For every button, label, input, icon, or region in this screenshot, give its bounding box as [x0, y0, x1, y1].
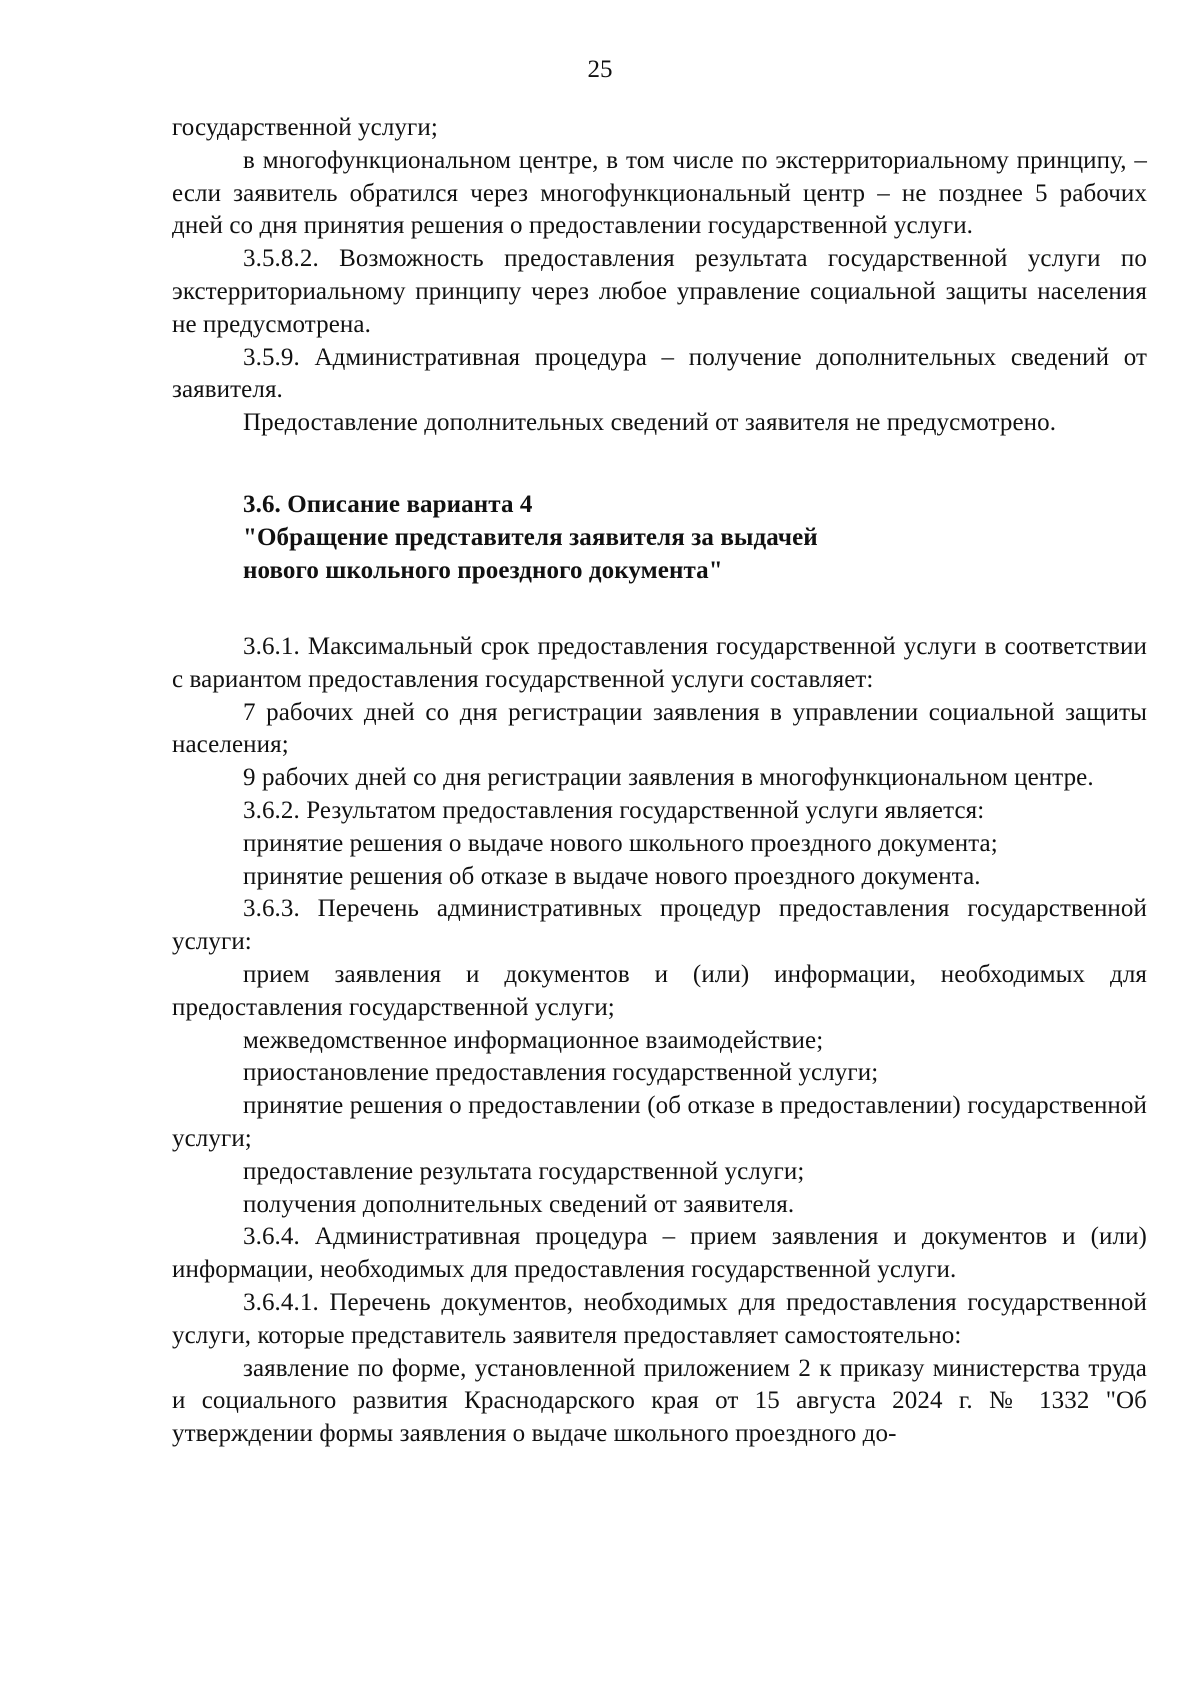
paragraph: прием заявления и документов и (или) информации, необходимых для предоставления государственной услуги;: [172, 960, 1147, 1021]
paragraph: государственной услуги;: [172, 114, 438, 141]
paragraph: 3.5.9. Административная процедура – получение дополнительных сведений от заявителя.: [172, 343, 1147, 404]
document-body: [172, 112, 1147, 1451]
page-number: 25: [587, 56, 613, 83]
paragraph: принятие решения об отказе в выдаче нового проездного документа.: [243, 862, 981, 890]
paragraph: 7 рабочих дней со дня регистрации заявления в управлении социальной защиты населения;: [172, 698, 1147, 759]
paragraph: 3.6.1. Максимальный срок предоставления государственной услуги в соответствии с вариантом предоставления государственной услуги составляет:: [172, 632, 1147, 693]
section-heading: [172, 488, 1147, 587]
paragraph: 9 рабочих дней со дня регистрации заявления в многофункциональном центре.: [243, 764, 1094, 792]
paragraph: 3.6.4.1. Перечень документов, необходимых для предоставления государственной услуги, которые представитель заявителя предоставляет самостоятельно:: [172, 1288, 1147, 1349]
paragraph: предоставление результата государственной услуги;: [243, 1157, 805, 1185]
paragraph: 3.6.2. Результатом предоставления государственной услуги является:: [243, 796, 985, 824]
paragraph: 3.5.8.2. Возможность предоставления результата государственной услуги по экстерриториальному принципу через любое управление социальной защиты населения не предусмотрена.: [172, 245, 1147, 338]
paragraph: принятие решения о предоставлении (об отказе в предоставлении) государственной услуги;: [172, 1092, 1147, 1152]
section-heading-line: 3.6. Описание варианта 4: [243, 490, 533, 518]
section-heading-line: нового школьного проездного документа": [243, 556, 723, 584]
paragraph: 3.6.3. Перечень административных процедур предоставления государственной услуги:: [172, 895, 1147, 956]
paragraphs-before: [172, 112, 1147, 440]
paragraph: межведомственное информационное взаимодействие;: [243, 1026, 824, 1054]
paragraphs-after: [172, 631, 1147, 1451]
paragraph: Предоставление дополнительных сведений от заявителя не предусмотрено.: [243, 409, 1057, 437]
paragraph: 3.6.4. Административная процедура – прием заявления и документов и (или) информации, необходимых для предоставления государственной услуги.: [172, 1223, 1147, 1284]
paragraph: получения дополнительных сведений от заявителя.: [243, 1190, 795, 1218]
paragraph: приостановление предоставления государственной услуги;: [243, 1059, 879, 1087]
paragraph: заявление по форме, установленной приложением 2 к приказу министерства труда и социального развития Краснодарского края от 15 августа 2024 г. № 1332 "Об утверждении формы заявления о выдаче школьного проездного до-: [172, 1354, 1147, 1448]
paragraph: принятие решения о выдаче нового школьного проездного документа;: [243, 829, 998, 857]
paragraph: в многофункциональном центре, в том числе по экстерриториальному принципу, – если заявитель обратился через многофункциональный центр – не позднее 5 рабочих дней со дня принятия решения о предоставлении государственной услуги.: [172, 146, 1147, 240]
section-heading-line: "Обращение представителя заявителя за выдачей: [243, 523, 818, 551]
